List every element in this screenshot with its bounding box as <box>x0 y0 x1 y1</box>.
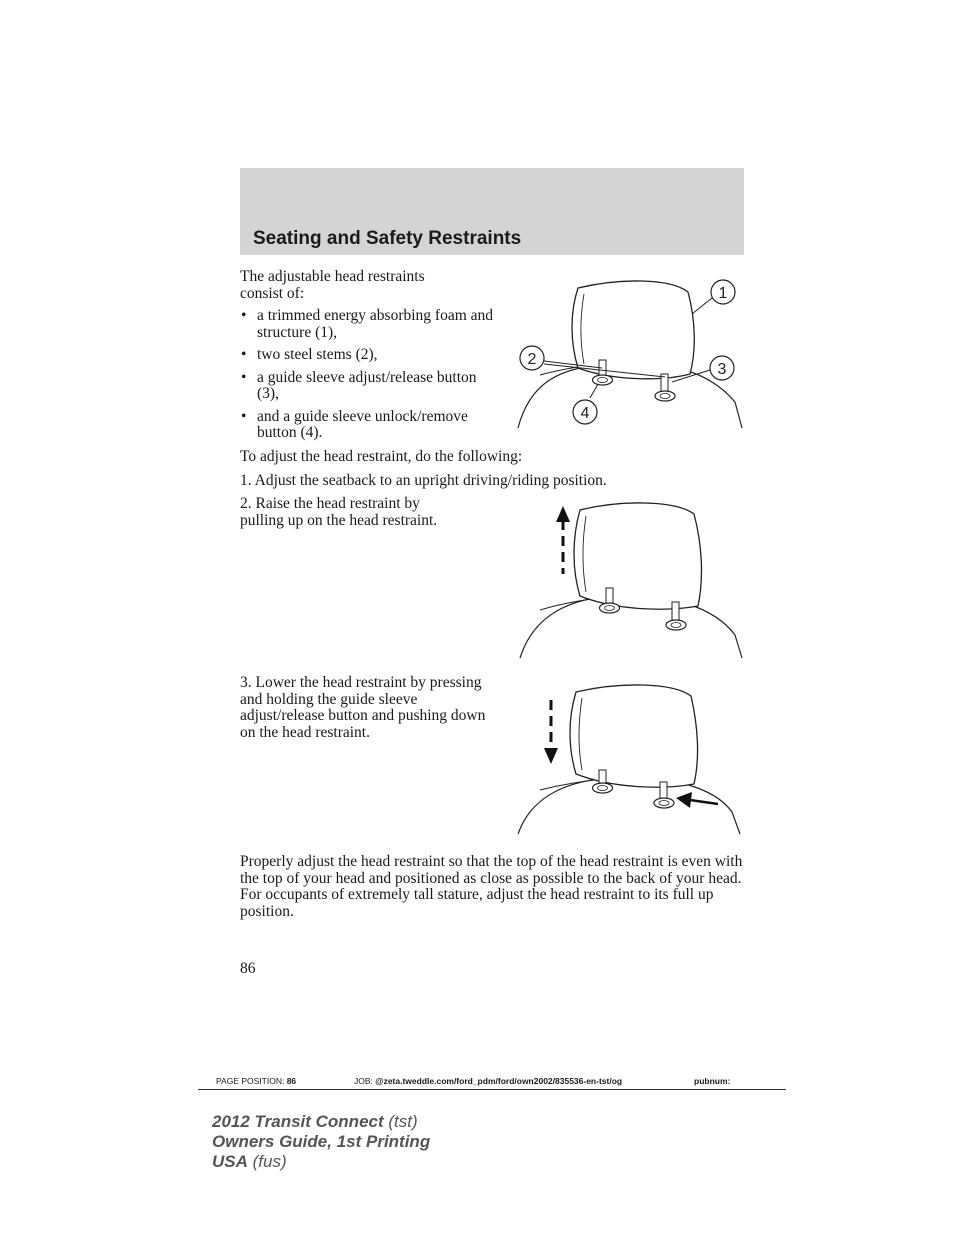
instructions-lead: To adjust the head restraint, do the following: <box>240 448 523 465</box>
document-identifier <box>212 1112 430 1172</box>
closing-paragraph: Properly adjust the head restraint so that the top of the head restraint is even with the top of your head and positioned as close as possible to the back of your head. For occupants of extremely tall stature, adjust the head restraint to its full up position. <box>240 853 743 920</box>
head-restraint-parts-figure <box>510 272 750 432</box>
list-item: • and a guide sleeve unlock/remove button (4). <box>240 409 495 442</box>
raise-head-restraint-figure <box>510 500 750 660</box>
doc-id-line-3: USA (fus) <box>212 1152 287 1171</box>
doc-id-line-2: Owners Guide, 1st Printing <box>212 1132 431 1151</box>
callout-1: 1 <box>718 285 728 302</box>
callout-2: 2 <box>527 351 537 368</box>
intro-lead: The adjustable head restraints consist of: <box>240 268 425 302</box>
step-3: 3. Lower the head restraint by pressing and holding the guide sleeve adjust/release button and pushing down on the head restraint. <box>240 674 486 741</box>
lower-head-restraint-figure <box>510 682 750 837</box>
component-list <box>240 308 495 442</box>
footer-job: JOB: @zeta.tweddle.com/ford_pdm/ford/own2002/835536-en-tst/og <box>354 1076 623 1086</box>
intro-block <box>240 269 495 448</box>
list-item: • a guide sleeve adjust/release button (3), <box>240 370 495 403</box>
footer-divider <box>198 1089 786 1090</box>
section-title: Seating and Safety Restraints <box>253 228 522 249</box>
list-item: • two steel stems (2), <box>240 347 495 364</box>
doc-id-line-1: 2012 Transit Connect (tst) <box>212 1112 418 1131</box>
step-1: 1. Adjust the seatback to an upright driving/riding position. <box>240 472 607 489</box>
footer-page-position: PAGE POSITION: 86 <box>216 1076 297 1086</box>
callout-3: 3 <box>717 361 727 378</box>
step-2: 2. Raise the head restraint by pulling up on the head restraint. <box>240 495 438 529</box>
footer-pubnum: pubnum: <box>694 1076 731 1086</box>
page-number: 86 <box>240 960 256 977</box>
callout-4: 4 <box>580 405 590 422</box>
list-item: • a trimmed energy absorbing foam and structure (1), <box>240 308 495 341</box>
